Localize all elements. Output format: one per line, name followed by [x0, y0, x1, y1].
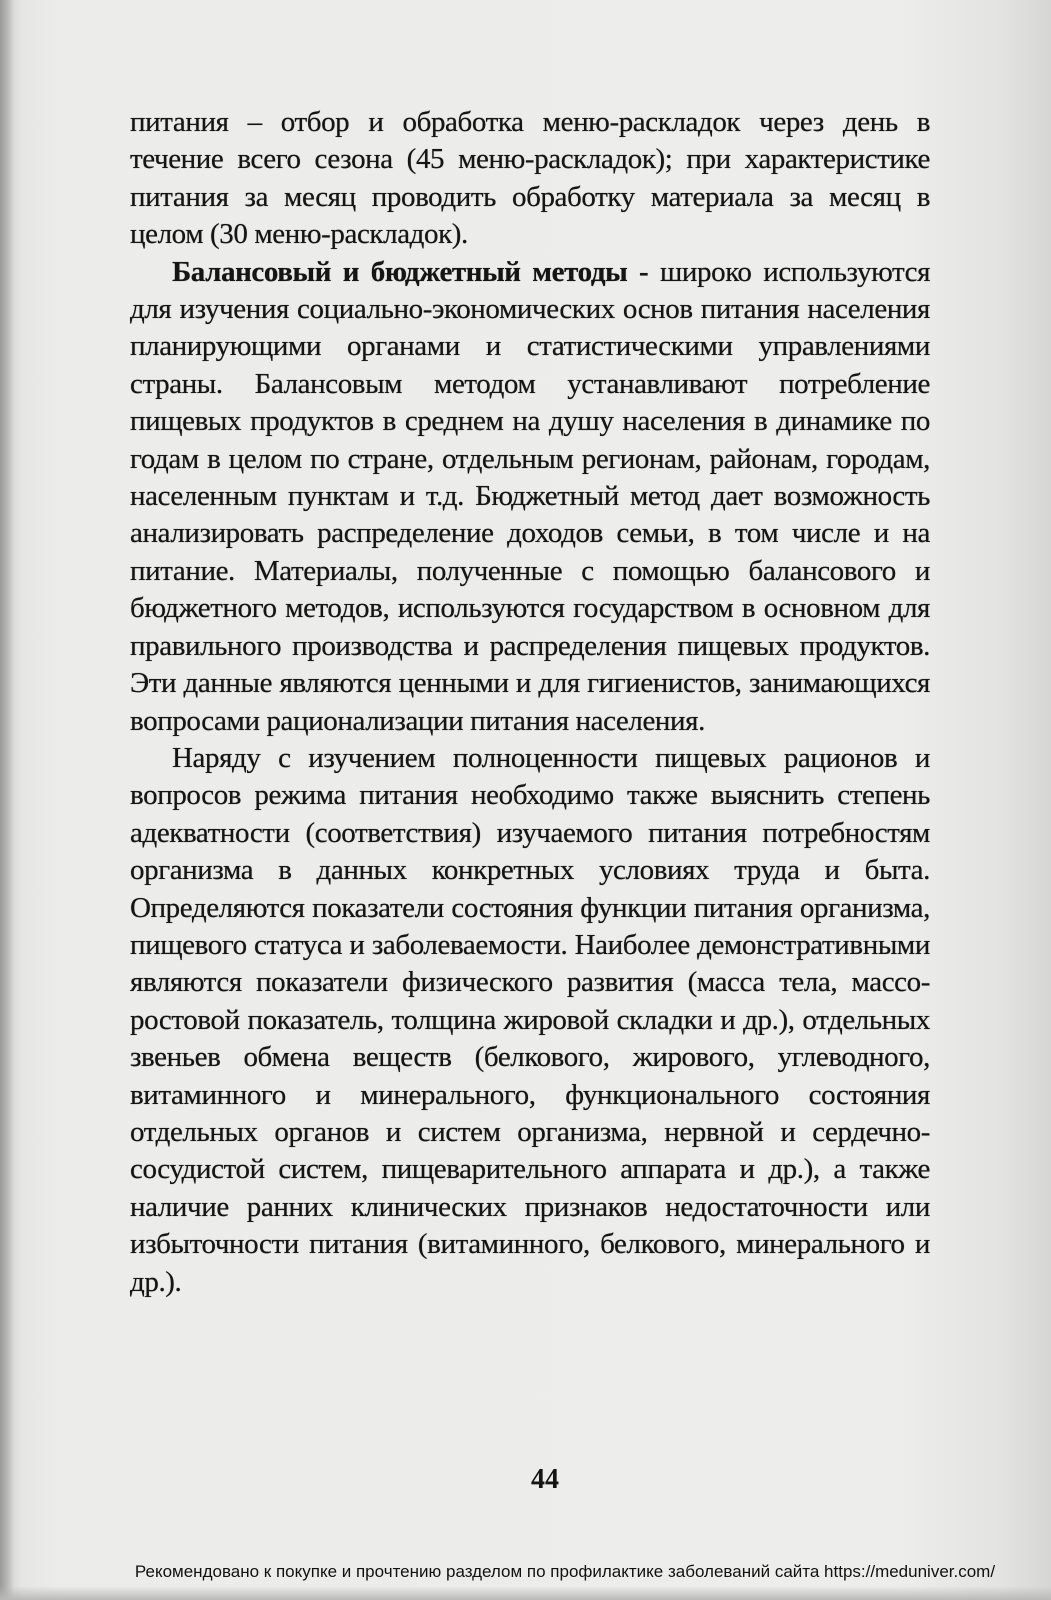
- paragraph-continuation: питания – отбор и обработка меню-раскладок через день в течение всего сезона (45 меню-раскладок); при характеристике питания за месяц проводить обработку материала за месяц в целом (30 меню-раскладок).: [130, 106, 930, 251]
- paragraph-balance-budget-methods: [130, 254, 930, 740]
- binding-shadow: [0, 0, 14, 1600]
- paragraph-balance-budget-text: широко используются для изучения социально-экономических основ питания населения планирующими органами и статистическими управлениями страны. Балансовым методом устанавливают потребление пищевых продуктов в среднем на душу населения в динамике по годам в целом по стране, отдельным регионам, районам, городам, населенным пунктам и т.д. Бюджетный метод дает возможность анализировать распределение доходов семьи, в том числе и на питание. Материалы, полученные с помощью балансового и бюджетного методов, используются государством в основном для правильного производства и распределения пищевых продуктов. Эти данные являются ценными и для гигиенистов, занимающихся вопросами рационализации питания населения.: [130, 255, 931, 737]
- page-bottom-edge: [0, 1586, 1051, 1600]
- term-balance-budget-methods: Балансовый и бюджетный методы -: [172, 255, 649, 288]
- paragraph-nutrition-adequacy: Наряду с изучением полноценности пищевых рационов и вопросов режима питания необходимо также выяснить степень адекватности (соответствия) изучаемого питания потребностям организма в данных конкретных условиях труда и быта. Определяются показатели состояния функции питания организма, пищевого статуса и заболеваемости. Наиболее демонстративными являются показатели физического развития (масса тела, массо-ростовой показатель, толщина жировой складки и др.), отдельных звеньев обмена веществ (белкового, жирового, углеводного, витаминного и минерального, функционального состояния отдельных органов и систем организма, нервной и сердечно-сосудистой систем, пищеварительного аппарата и др.), а также наличие ранних клинических признаков недостаточности или избыточности питания (витаминного, белкового, минерального и др.).: [130, 741, 930, 1298]
- body-text: [130, 104, 930, 1301]
- page-number: 44: [531, 1464, 559, 1495]
- footer-recommendation-note: Рекомендовано к покупке и прочтению разделом по профилактике заболеваний сайта https://meduniver.com/: [134, 1562, 996, 1581]
